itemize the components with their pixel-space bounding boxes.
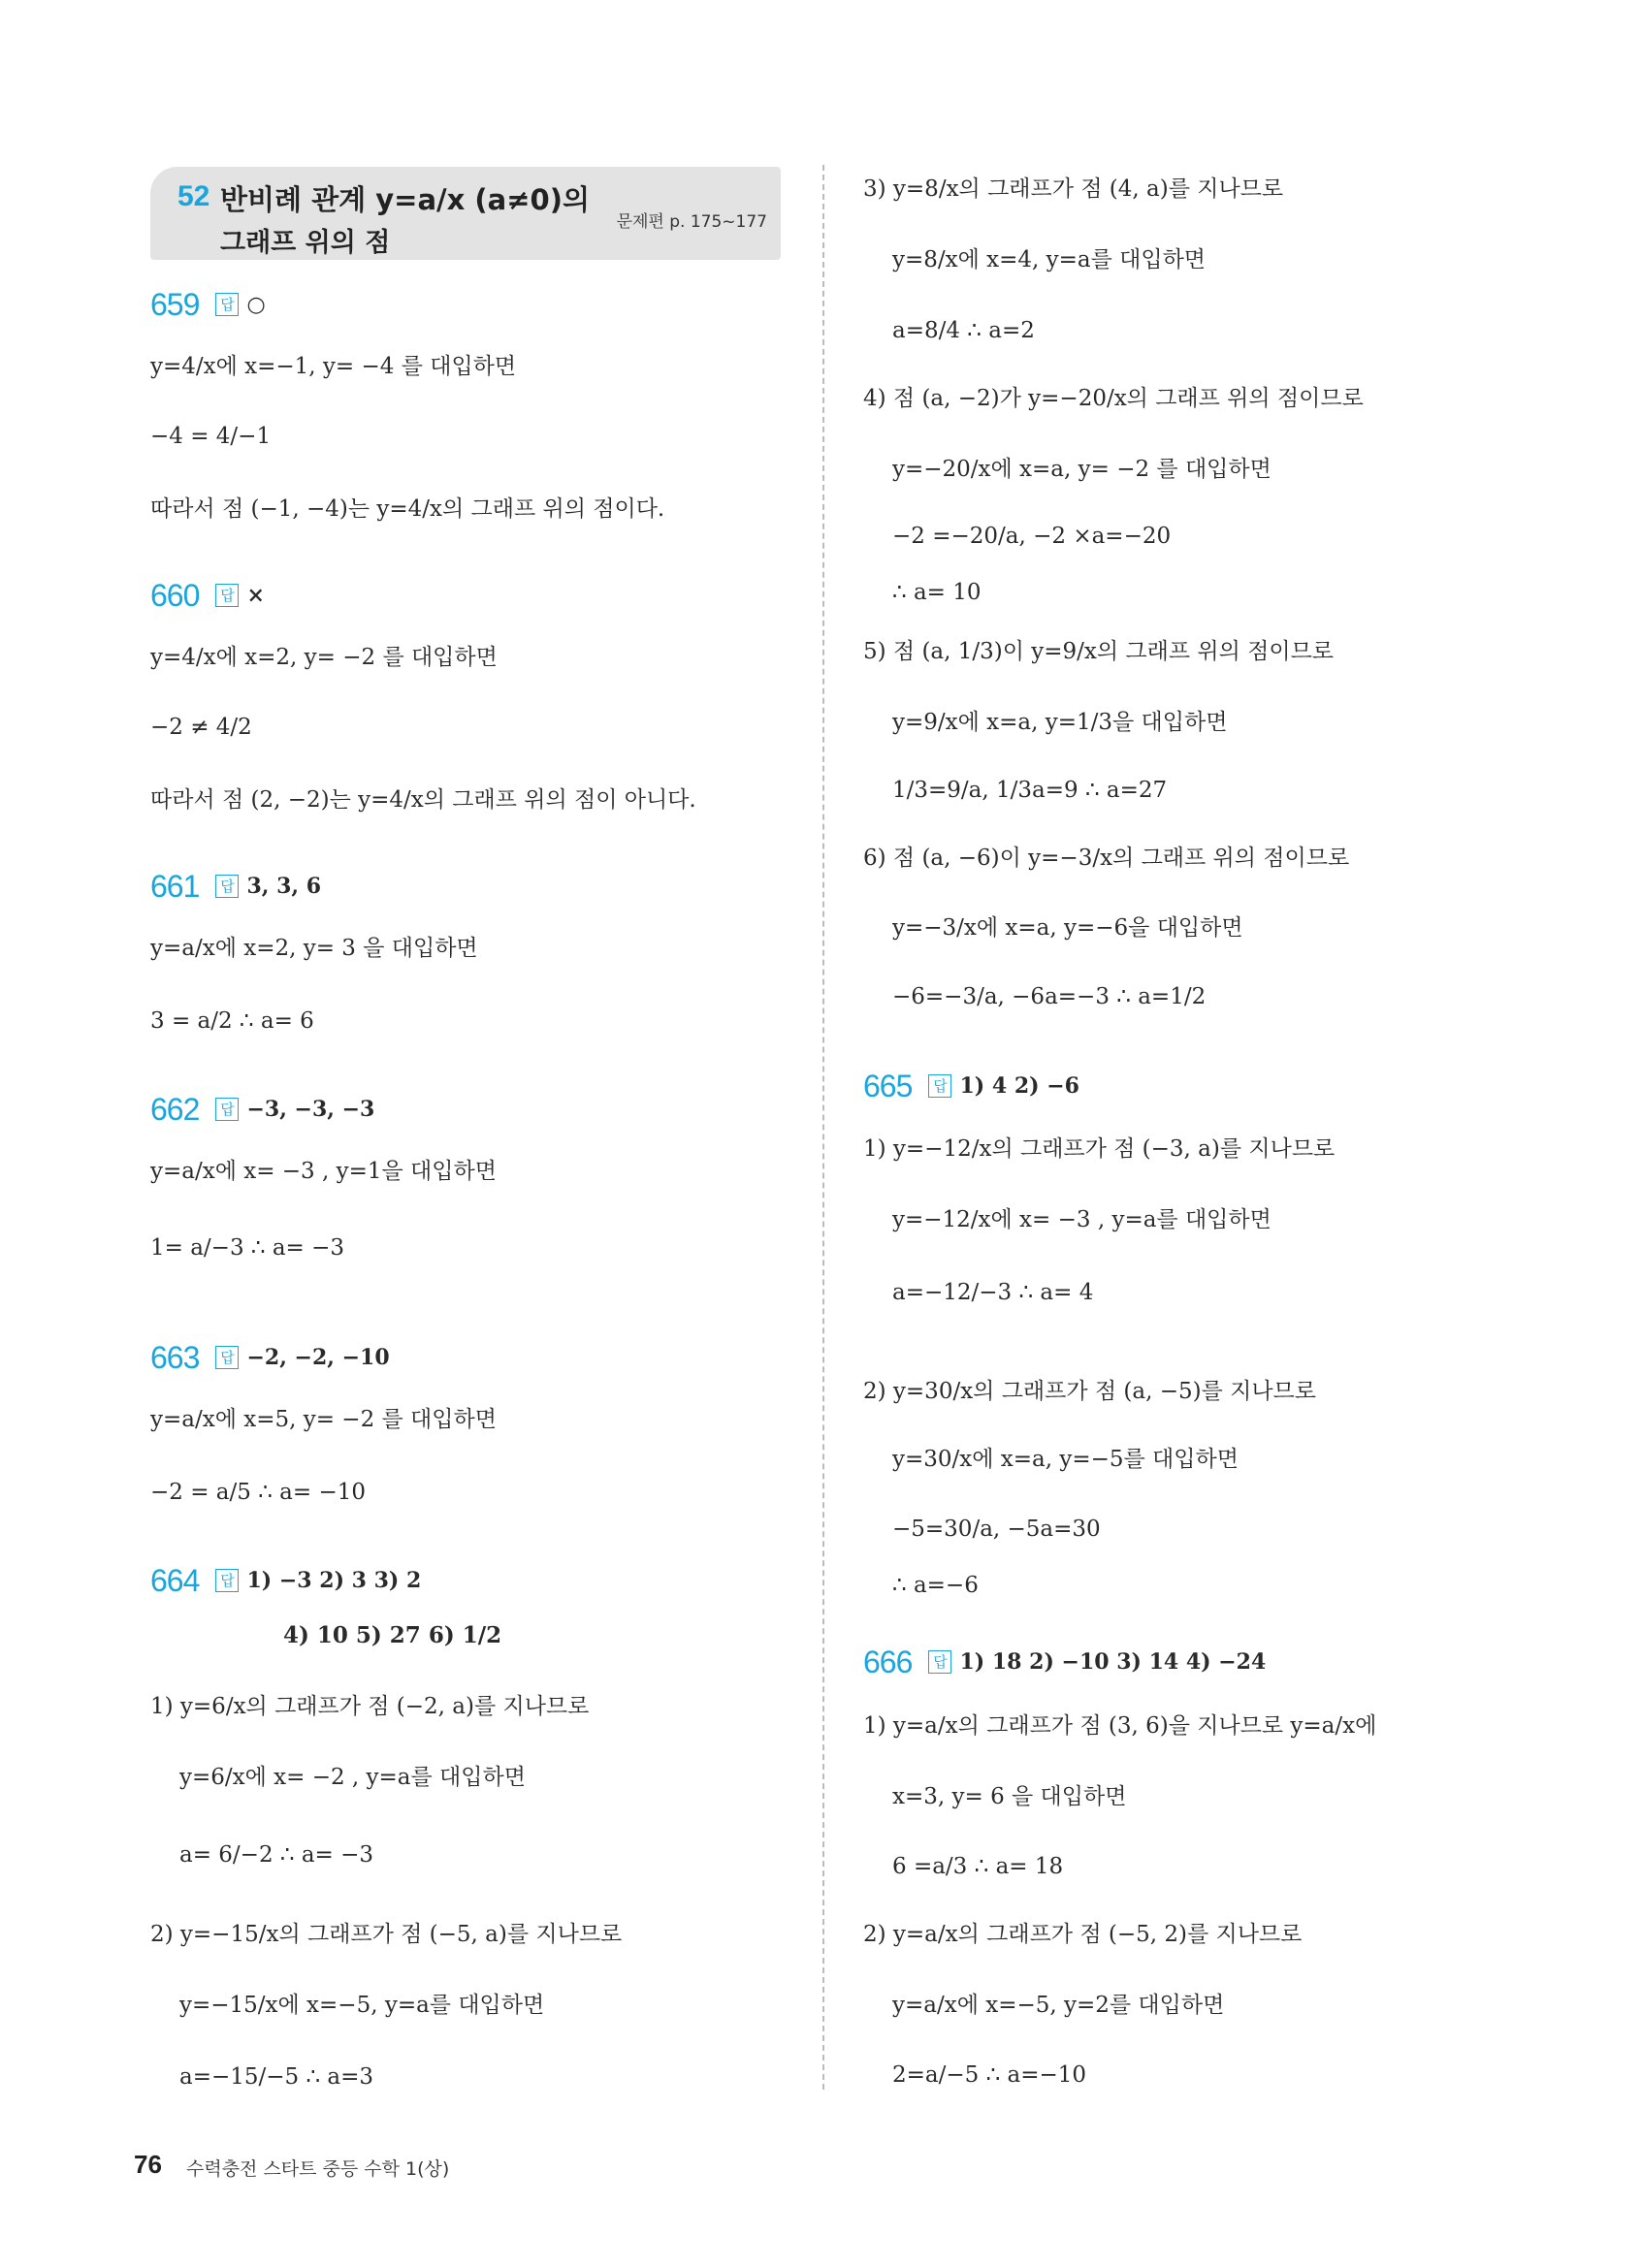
solution-line: a= 6/−2 ∴ a= −3 [179,1842,374,1868]
page-number: 76 [134,2150,162,2179]
solution-line: a=8/4 ∴ a=2 [892,318,1035,343]
answer-tag: 답 [215,584,239,607]
solution-line: ∴ a=−6 [892,1573,979,1598]
solution-line: 1= a/−3 ∴ a= −3 [150,1235,345,1261]
solution-line: y=4/x에 x=−1, y= −4 를 대입하면 [150,354,517,379]
section-header [150,167,781,260]
answer-tag: 답 [928,1074,951,1098]
problem-660 [150,578,265,614]
solution-line: 2) y=30/x의 그래프가 점 (a, −5)를 지나므로 [863,1379,1316,1404]
solution-line: y=a/x에 x=2, y= 3 을 대입하면 [150,936,478,961]
problem-661 [150,869,321,905]
solution-line: 4) 점 (a, −2)가 y=−20/x의 그래프 위의 점이므로 [863,386,1364,411]
solution-line: y=30/x에 x=a, y=−5를 대입하면 [892,1447,1239,1472]
problem-number: 666 [863,1645,913,1679]
answer: ○ [246,292,266,317]
problem-number: 659 [150,287,200,322]
answer: −3, −3, −3 [246,1097,375,1122]
answer-tag: 답 [215,1098,239,1121]
answer: 3, 3, 6 [246,874,322,899]
solution-line: −2 ≠ 4/2 [150,715,252,740]
answer-tag: 답 [215,293,239,316]
problem-664 [150,1563,421,1599]
answer-tag: 답 [215,1569,239,1592]
problem-665 [863,1069,1079,1104]
problem-number: 660 [150,578,200,613]
section-reference: 문제편 p. 175~177 [616,212,767,232]
solution-line: ∴ a= 10 [892,580,982,605]
solution-line: 3) y=8/x의 그래프가 점 (4, a)를 지나므로 [863,176,1284,202]
solution-line: 1) y=a/x의 그래프가 점 (3, 6)을 지나므로 y=a/x에 [863,1713,1377,1739]
answer: × [246,583,265,608]
answer: 1) −3 2) 3 3) 2 [246,1568,422,1593]
solution-line: 1) y=−12/x의 그래프가 점 (−3, a)를 지나므로 [863,1136,1336,1162]
solution-line: 1) y=6/x의 그래프가 점 (−2, a)를 지나므로 [150,1694,590,1719]
solution-line: a=−12/−3 ∴ a= 4 [892,1280,1094,1305]
solution-line: 6 =a/3 ∴ a= 18 [892,1854,1064,1879]
solution-line: y=−15/x에 x=−5, y=a를 대입하면 [179,1993,545,2018]
solution-line: a=−15/−5 ∴ a=3 [179,2064,374,2090]
solution-line: 5) 점 (a, 1/3)이 y=9/x의 그래프 위의 점이므로 [863,639,1335,664]
problem-659 [150,287,266,323]
problem-662 [150,1092,374,1128]
solution-line: y=9/x에 x=a, y=1/3을 대입하면 [892,710,1228,735]
solution-line: 6) 점 (a, −6)이 y=−3/x의 그래프 위의 점이므로 [863,846,1350,871]
solution-line: 2) y=−15/x의 그래프가 점 (−5, a)를 지나므로 [150,1922,623,1947]
solution-line: y=a/x에 x= −3 , y=1을 대입하면 [150,1159,497,1184]
solution-line: 3 = a/2 ∴ a= 6 [150,1008,314,1034]
problem-number: 662 [150,1092,200,1127]
problem-number: 665 [863,1069,913,1103]
solution-line: y=8/x에 x=4, y=a를 대입하면 [892,247,1207,272]
problem-number: 661 [150,869,200,904]
answer-tag: 답 [215,1346,239,1369]
solution-line: 1/3=9/a, 1/3a=9 ∴ a=27 [892,778,1168,803]
solution-line: 2) y=a/x의 그래프가 점 (−5, 2)를 지나므로 [863,1922,1303,1947]
solution-line: y=a/x에 x=5, y= −2 를 대입하면 [150,1407,497,1432]
solution-line: −5=30/a, −5a=30 [892,1517,1101,1542]
answer: −2, −2, −10 [246,1345,390,1370]
solution-line: 따라서 점 (−1, −4)는 y=4/x의 그래프 위의 점이다. [150,496,665,522]
solution-line: y=4/x에 x=2, y= −2 를 대입하면 [150,645,498,670]
solution-line: x=3, y= 6 을 대입하면 [892,1784,1127,1809]
problem-number: 664 [150,1563,200,1598]
solution-line: y=a/x에 x=−5, y=2를 대입하면 [892,1993,1225,2018]
answer-row-2: 4) 10 5) 27 6) 1/2 [283,1622,502,1648]
solution-line: y=−12/x에 x= −3 , y=a를 대입하면 [892,1207,1272,1232]
answer: 1) 4 2) −6 [959,1073,1079,1099]
answer-tag: 답 [928,1650,951,1674]
column-divider [822,165,824,2090]
solution-line: y=−20/x에 x=a, y= −2 를 대입하면 [892,457,1272,482]
solution-line: 따라서 점 (2, −2)는 y=4/x의 그래프 위의 점이 아니다. [150,787,696,813]
answer: 1) 18 2) −10 3) 14 4) −24 [959,1649,1267,1675]
solution-line: y=6/x에 x= −2 , y=a를 대입하면 [179,1765,526,1790]
problem-666 [863,1645,1266,1680]
section-title: 반비례 관계 y=a/x (a≠0)의 [220,183,590,216]
solution-line: −2 = a/5 ∴ a= −10 [150,1480,366,1505]
solution-line: −4 = 4/−1 [150,424,272,449]
solution-line: y=−3/x에 x=a, y=−6을 대입하면 [892,915,1243,941]
section-number: 52 [177,180,210,212]
solution-line: −2 =−20/a, −2 ×a=−20 [892,524,1172,549]
answer-tag: 답 [215,875,239,898]
section-title-line2: 그래프 위의 점 [220,228,391,258]
solution-line: 2=a/−5 ∴ a=−10 [892,2062,1087,2088]
problem-663 [150,1340,390,1376]
problem-number: 663 [150,1340,200,1375]
book-title: 수력충전 스타트 중등 수학 1(상) [186,2158,450,2180]
solution-line: −6=−3/a, −6a=−3 ∴ a=1/2 [892,984,1207,1009]
